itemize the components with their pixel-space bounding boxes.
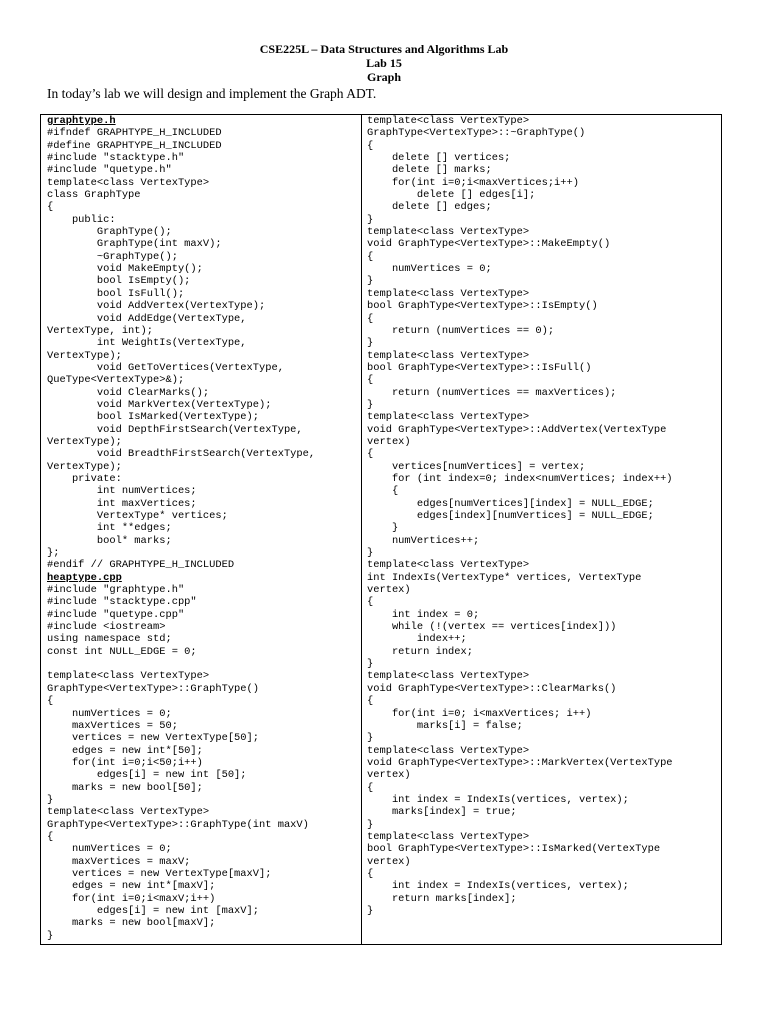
- heaptype-cpp-code: #include "graphtype.h" #include "stacktype.cpp" #include "quetype.cpp" #include <iostream> using namespace std; const int NULL_EDGE = 0; template<class VertexType> GraphType<VertexType>::GraphType() { numVertices = 0; maxVertices = 50; vertices = new VertexType[50]; edges = new int*[50]; for(int i=0;i<50;i++) edges[i] = new int [50]; marks = new bool[50]; } template<class VertexType> GraphType<VertexType>::GraphType(int maxV) { numVertices = 0; maxVertices = maxV; vertices = new VertexType[maxV]; edges = new int*[maxV]; for(int i=0;i<maxV;i++) edges[i] = new int [maxV]; marks = new bool[maxV]; }: [47, 584, 309, 942]
- code-table: [40, 114, 722, 945]
- course-title: CSE225L – Data Structures and Algorithms Lab: [259, 42, 509, 56]
- left-code-block: [47, 115, 359, 942]
- right-code-block: template<class VertexType> GraphType<VertexType>::~GraphType() { delete [] vertices; delete [] marks; for(int i=0;i<maxVertices;i++) delete [] edges[i]; delete [] edges; } template<class VertexType> void GraphType<VertexType>::MakeEmpty() { numVertices = 0; } template<class VertexType> bool GraphType<VertexType>::IsEmpty() { return (numVertices == 0); } template<class VertexType> bool GraphType<VertexType>::IsFull() { return (numVertices == maxVertices); } template<class VertexType> void GraphType<VertexType>::AddVertex(VertexType vertex) { vertices[numVertices] = vertex; for (int index=0; index<numVertices; index++) { edges[numVertices][index] = NULL_EDGE; edges[index][numVertices] = NULL_EDGE; } numVertices++; } template<class VertexType> int IndexIs(VertexType* vertices, VertexType vertex) { int index = 0; while (!(vertex == vertices[index])) index++; return index; } template<class VertexType> void GraphType<VertexType>::ClearMarks() { for(int i=0; i<maxVertices; i++) marks[i] = false; } template<class VertexType> void GraphType<VertexType>::MarkVertex(VertexType vertex) { int index = IndexIs(vertices, vertex); marks[index] = true; } template<class VertexType> bool GraphType<VertexType>::IsMarked(VertexType vertex) { int index = IndexIs(vertices, vertex); return marks[index]; }: [367, 115, 673, 917]
- document-header: [0, 42, 768, 84]
- right-code-column: [367, 115, 719, 917]
- file-name-heaptype-cpp: heaptype.cpp: [47, 571, 122, 584]
- file-name-graphtype-h: graphtype.h: [47, 115, 116, 127]
- lab-topic: Graph: [366, 70, 401, 84]
- left-code-column: [47, 115, 359, 942]
- column-divider: [361, 115, 362, 944]
- graphtype-h-code: #ifndef GRAPHTYPE_H_INCLUDED #define GRAPHTYPE_H_INCLUDED #include "stacktype.h" #include "quetype.h" template<class VertexType> class GraphType { public: GraphType(); GraphType(int maxV); ~GraphType(); void MakeEmpty(); bool IsEmpty(); bool IsFull(); void AddVertex(VertexType); void AddEdge(VertexType, VertexType, int); int WeightIs(VertexType, VertexType); void GetToVertices(VertexType, QueType<VertexType>&); void ClearMarks(); void MarkVertex(VertexType); bool IsMarked(VertexType); void DepthFirstSearch(VertexType, VertexType); void BreadthFirstSearch(VertexType, VertexType); private: int numVertices; int maxVertices; VertexType* vertices; int **edges; bool* marks; }; #endif // GRAPHTYPE_H_INCLUDED: [47, 127, 316, 572]
- intro-text: In today’s lab we will design and implement the Graph ADT.: [47, 86, 377, 101]
- lab-number: Lab 15: [366, 56, 402, 70]
